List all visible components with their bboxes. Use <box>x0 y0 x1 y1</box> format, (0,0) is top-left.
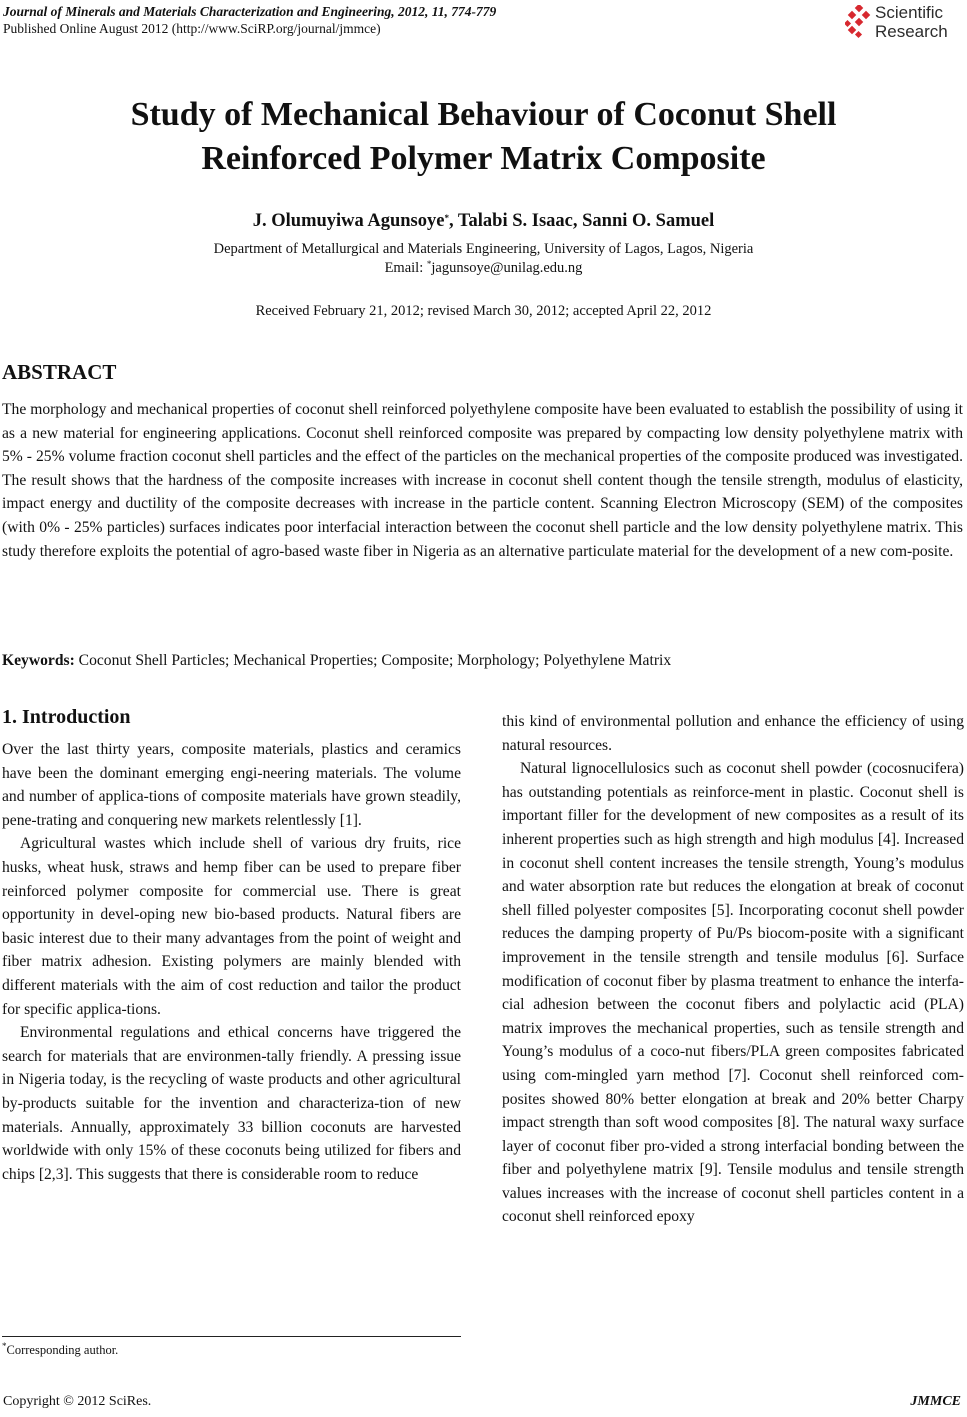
keywords-line <box>2 652 671 670</box>
email-mark: * <box>426 259 432 269</box>
intro-paragraph-3: Environmental regulations and ethical concerns have triggered the search for materials that are environmen-tally friendly. A pressing issue in Nigeria today, is the recycling of waste products and other agricultural by-products suitable for the invention and characteriza-tion of new materials. Annually, approximately 33 billion coconuts are harvested worldwide with only 15% of these coconuts being utilized for fibers and chips [2,3]. This suggests that there is considerable room to reduce <box>2 1024 461 1183</box>
logo-mark-icon <box>845 5 873 39</box>
intro-paragraph-4: this kind of environmental pollution and enhance the efficiency of using natural resources. <box>502 713 964 754</box>
corresponding-mark: * <box>444 213 449 223</box>
email-label: Email: <box>384 260 427 276</box>
footnote-mark: * <box>2 1341 7 1351</box>
intro-paragraph-1: Over the last thirty years, composite materials, plastics and ceramics have been the dominant emerging engi-neering materials. The volume and number of applica-tions of composite materials have grown steadily, pene-trating and conquering new markets relentlessly [1]. <box>2 741 461 829</box>
journal-abbrev-footer: JMMCE <box>910 1394 961 1409</box>
journal-name: Journal of Minerals and Materials Characterization and Engineering <box>3 4 392 19</box>
logo-text <box>875 3 948 41</box>
email-line <box>0 260 967 277</box>
published-online-line: Published Online August 2012 (http://www.SciRP.org/journal/jmmce) <box>3 21 381 36</box>
author-list <box>0 211 967 232</box>
title-line-2: Reinforced Polymer Matrix Composite <box>201 140 766 177</box>
author-others: , Talabi S. Isaac, Sanni O. Samuel <box>448 211 715 231</box>
journal-citation <box>3 4 496 20</box>
intro-paragraph-5: Natural lignocellulosics such as coconut shell powder (cocosnucifera) has outstanding potentials as reinforce-ment in plastic. Coconut shell is important filler for the development of new composites as a result of its inherent properties such as high strength and high modulus [4]. Increased in coconut shell content increases the tensile strength, Young’s modulus and water absorption rate but reduces the elongation at break of coconut shell filled polyester composites [5]. Incorporating coconut shell powder reduces the damping property of Pu/Ps biocom-posite with a significant improvement in the tensile strength and tensile modulus [6]. Surface modification of coconut fiber by plasma treatment to enhance the interfa-cial adhesion between the coconut fibers and polylactic acid (PLA) matrix improves the mechanical properties, such as tensile strength and Young’s modulus of a coco-nut fibers/PLA green composites fabricated using com-mingled yarn method [7]. Coconut shell reinforced com-posites showed 80% better elongation at break and 20% better Charpy impact strength than soft wood composites [8]. The natural waxy surface layer of coconut fiber pro-vided a strong interfacial bonding between the fiber and polyethylene matrix [9]. Tensile modulus and tensile strength values increases with the increase of coconut shell particles content in a coconut shell reinforced epoxy <box>502 760 964 1226</box>
footnote <box>2 1343 118 1358</box>
scientific-research-logo <box>845 1 963 43</box>
email-address: jagunsoye@unilag.edu.ng <box>431 260 583 276</box>
right-column <box>502 710 964 1229</box>
affiliation: Department of Metallurgical and Materials Engineering, University of Lagos, Lagos, Nigeria <box>213 241 754 257</box>
abstract-heading: ABSTRACT <box>2 360 117 384</box>
left-column <box>2 706 461 1186</box>
intro-paragraph-2: Agricultural wastes which include shell of various dry fruits, rice husks, wheat husk, straws and hemp fiber can be used to prepare fiber reinforced polymer composite for commercial use. There is great opportunity in devel-oping new bio-based products. Natural fibers are basic interest due to their many advantages from the point of weight and fiber matrix adhesion. Existing polymers are mainly blended with different materials with the aim of cost reduction and tailor the product for specific applica-tions. <box>2 835 461 1018</box>
abstract-text: The morphology and mechanical properties of coconut shell reinforced polyethylene composite have been evaluated to establish the possibility of using it as a new material for engineering applications. Coconut shell reinforced composite was prepared by compacting low density polyethylene matrix with 5% - 25% volume fraction coconut shell particles and the effect of the particles on the mechanical properties of the composite produced was investigated. The result shows that the hardness of the composite increases with increase in coconut shell content though the tensile strength, modulus of elasticity, impact energy and ductility of the composite decreases with increase in the particle content. Scanning Electron Microscopy (SEM) of the composites (with 0% - 25% particles) surfaces indicates poor interfacial interaction between the coconut shell particle and the low density polyethylene matrix. This study therefore exploits the potential of agro-based waste fiber in Nigeria as an alternative particulate material for the development of a new com-posite. <box>2 401 963 560</box>
logo-line-scientific: Scientific <box>875 3 944 22</box>
journal-volume: , 2012, 11, 774-779 <box>391 4 497 19</box>
keywords-text: Coconut Shell Particles; Mechanical Properties; Composite; Morphology; Polyethylene Matrix <box>74 652 672 669</box>
keywords-label: Keywords: <box>2 652 75 669</box>
section-heading-introduction: 1. Introduction <box>2 706 131 728</box>
paper-title <box>0 93 967 181</box>
author-1: J. Olumuyiwa Agunsoye <box>252 211 445 231</box>
title-line-1: Study of Mechanical Behaviour of Coconut Shell <box>130 96 837 133</box>
footnote-divider <box>2 1336 461 1337</box>
logo-line-research: Research <box>875 22 948 41</box>
received-dates: Received February 21, 2012; revised March 30, 2012; accepted April 22, 2012 <box>255 303 712 319</box>
footnote-text: Corresponding author. <box>6 1343 119 1357</box>
copyright-footer: Copyright © 2012 SciRes. <box>3 1394 152 1409</box>
